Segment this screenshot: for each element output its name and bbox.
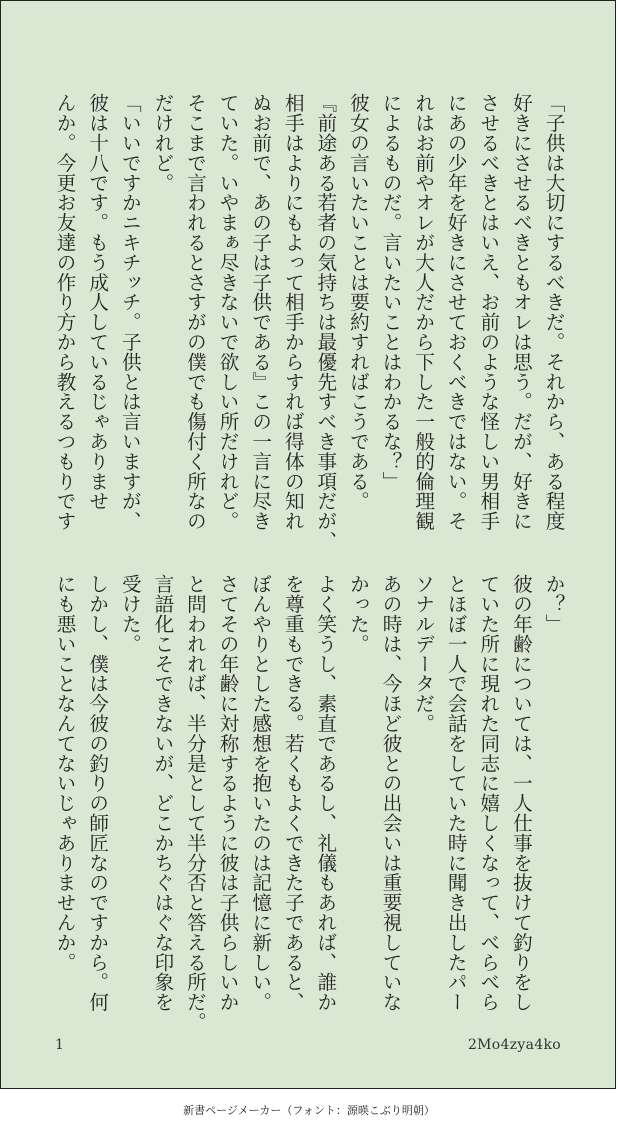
text-line: ぼんやりとした感想を抱いたのは記憶に新しい。: [248, 574, 272, 1012]
text-line: を尊重もできる。若くもよくできた子であると、: [281, 574, 305, 1012]
text-line: によるものだ。言いたいことはわかるな？」: [379, 93, 403, 491]
text-line: 『前途ある若者の気持ちは最優先すべき事項だが、: [313, 93, 337, 551]
text-line: ぬお前で、あの子は子供である』この一言に尽き: [248, 93, 272, 531]
author-handle: 2Mo4zya4ko: [467, 1037, 561, 1053]
text-line: とほぼ一人で会話をしていた時に聞き出したパー: [444, 574, 468, 1012]
text-line: にあの少年を好きにさせておくべきではない。そ: [444, 93, 468, 531]
generator-caption: 新書ページメーカー（フォント：源暎こぶり明朝）: [183, 1104, 435, 1117]
text-line: 「いいですかニキチッチ。子供とは言いますが、: [118, 93, 142, 531]
text-line: 受けた。: [118, 574, 142, 654]
text-line: 「子供は大切にするべきだ。それから、ある程度: [542, 93, 565, 531]
text-line: と問われれば、半分是として半分否と答える所だ。: [183, 574, 207, 1032]
text-line: ソナルデータだ。: [411, 574, 435, 734]
text-line: か？」: [542, 574, 565, 634]
text-line: 相手はよりにもよって相手からすれば得体の知れ: [281, 93, 305, 531]
page-number: 1: [55, 1037, 64, 1053]
lower-text-block: [47, 574, 569, 1032]
text-line: あの時は、今ほど彼との出会いは重要視していな: [379, 574, 403, 1012]
text-line: 好きにさせるべきともオレは思う。だが、好きに: [509, 93, 533, 531]
text-line: ていた所に現れた同志に嬉しくなって、べらべら: [476, 574, 500, 1012]
text-line: しかし、僕は今彼の釣りの師匠なのですから。何: [85, 574, 109, 1012]
text-line: 彼は十八です。もう成人しているじゃありませ: [85, 93, 109, 511]
text-line: よく笑うし、素直であるし、礼儀もあれば、誰か: [313, 574, 337, 1012]
text-line: 言語化こそできないが、どこかちぐはぐな印象を: [150, 574, 174, 1012]
text-line: そこまで言われるとさすがの僕でも傷付く所なの: [183, 93, 207, 531]
text-line: 彼女の言いたいことは要約すればこうである。: [346, 93, 370, 511]
text-line: ていた。いやまぁ尽きないで欲しい所だけれど。: [216, 93, 240, 531]
text-line: んか。今更お友達の作り方から教えるつもりです: [53, 93, 77, 531]
text-line: さてその年齢に対称するように彼は子供らしいか: [216, 574, 240, 1012]
text-line: れはお前やオレが大人だから下した一般的倫理観: [411, 93, 435, 531]
text-line: かった。: [346, 574, 370, 654]
text-line: にも悪いことなんてないじゃありませんか。: [53, 574, 77, 972]
text-line: させるべきとはいえ、お前のような怪しい男相手: [476, 93, 500, 531]
text-line: 彼の年齢については、一人仕事を抜けて釣りをし: [509, 574, 533, 1012]
upper-text-block: [47, 93, 569, 551]
text-line: だけれど。: [150, 93, 174, 193]
